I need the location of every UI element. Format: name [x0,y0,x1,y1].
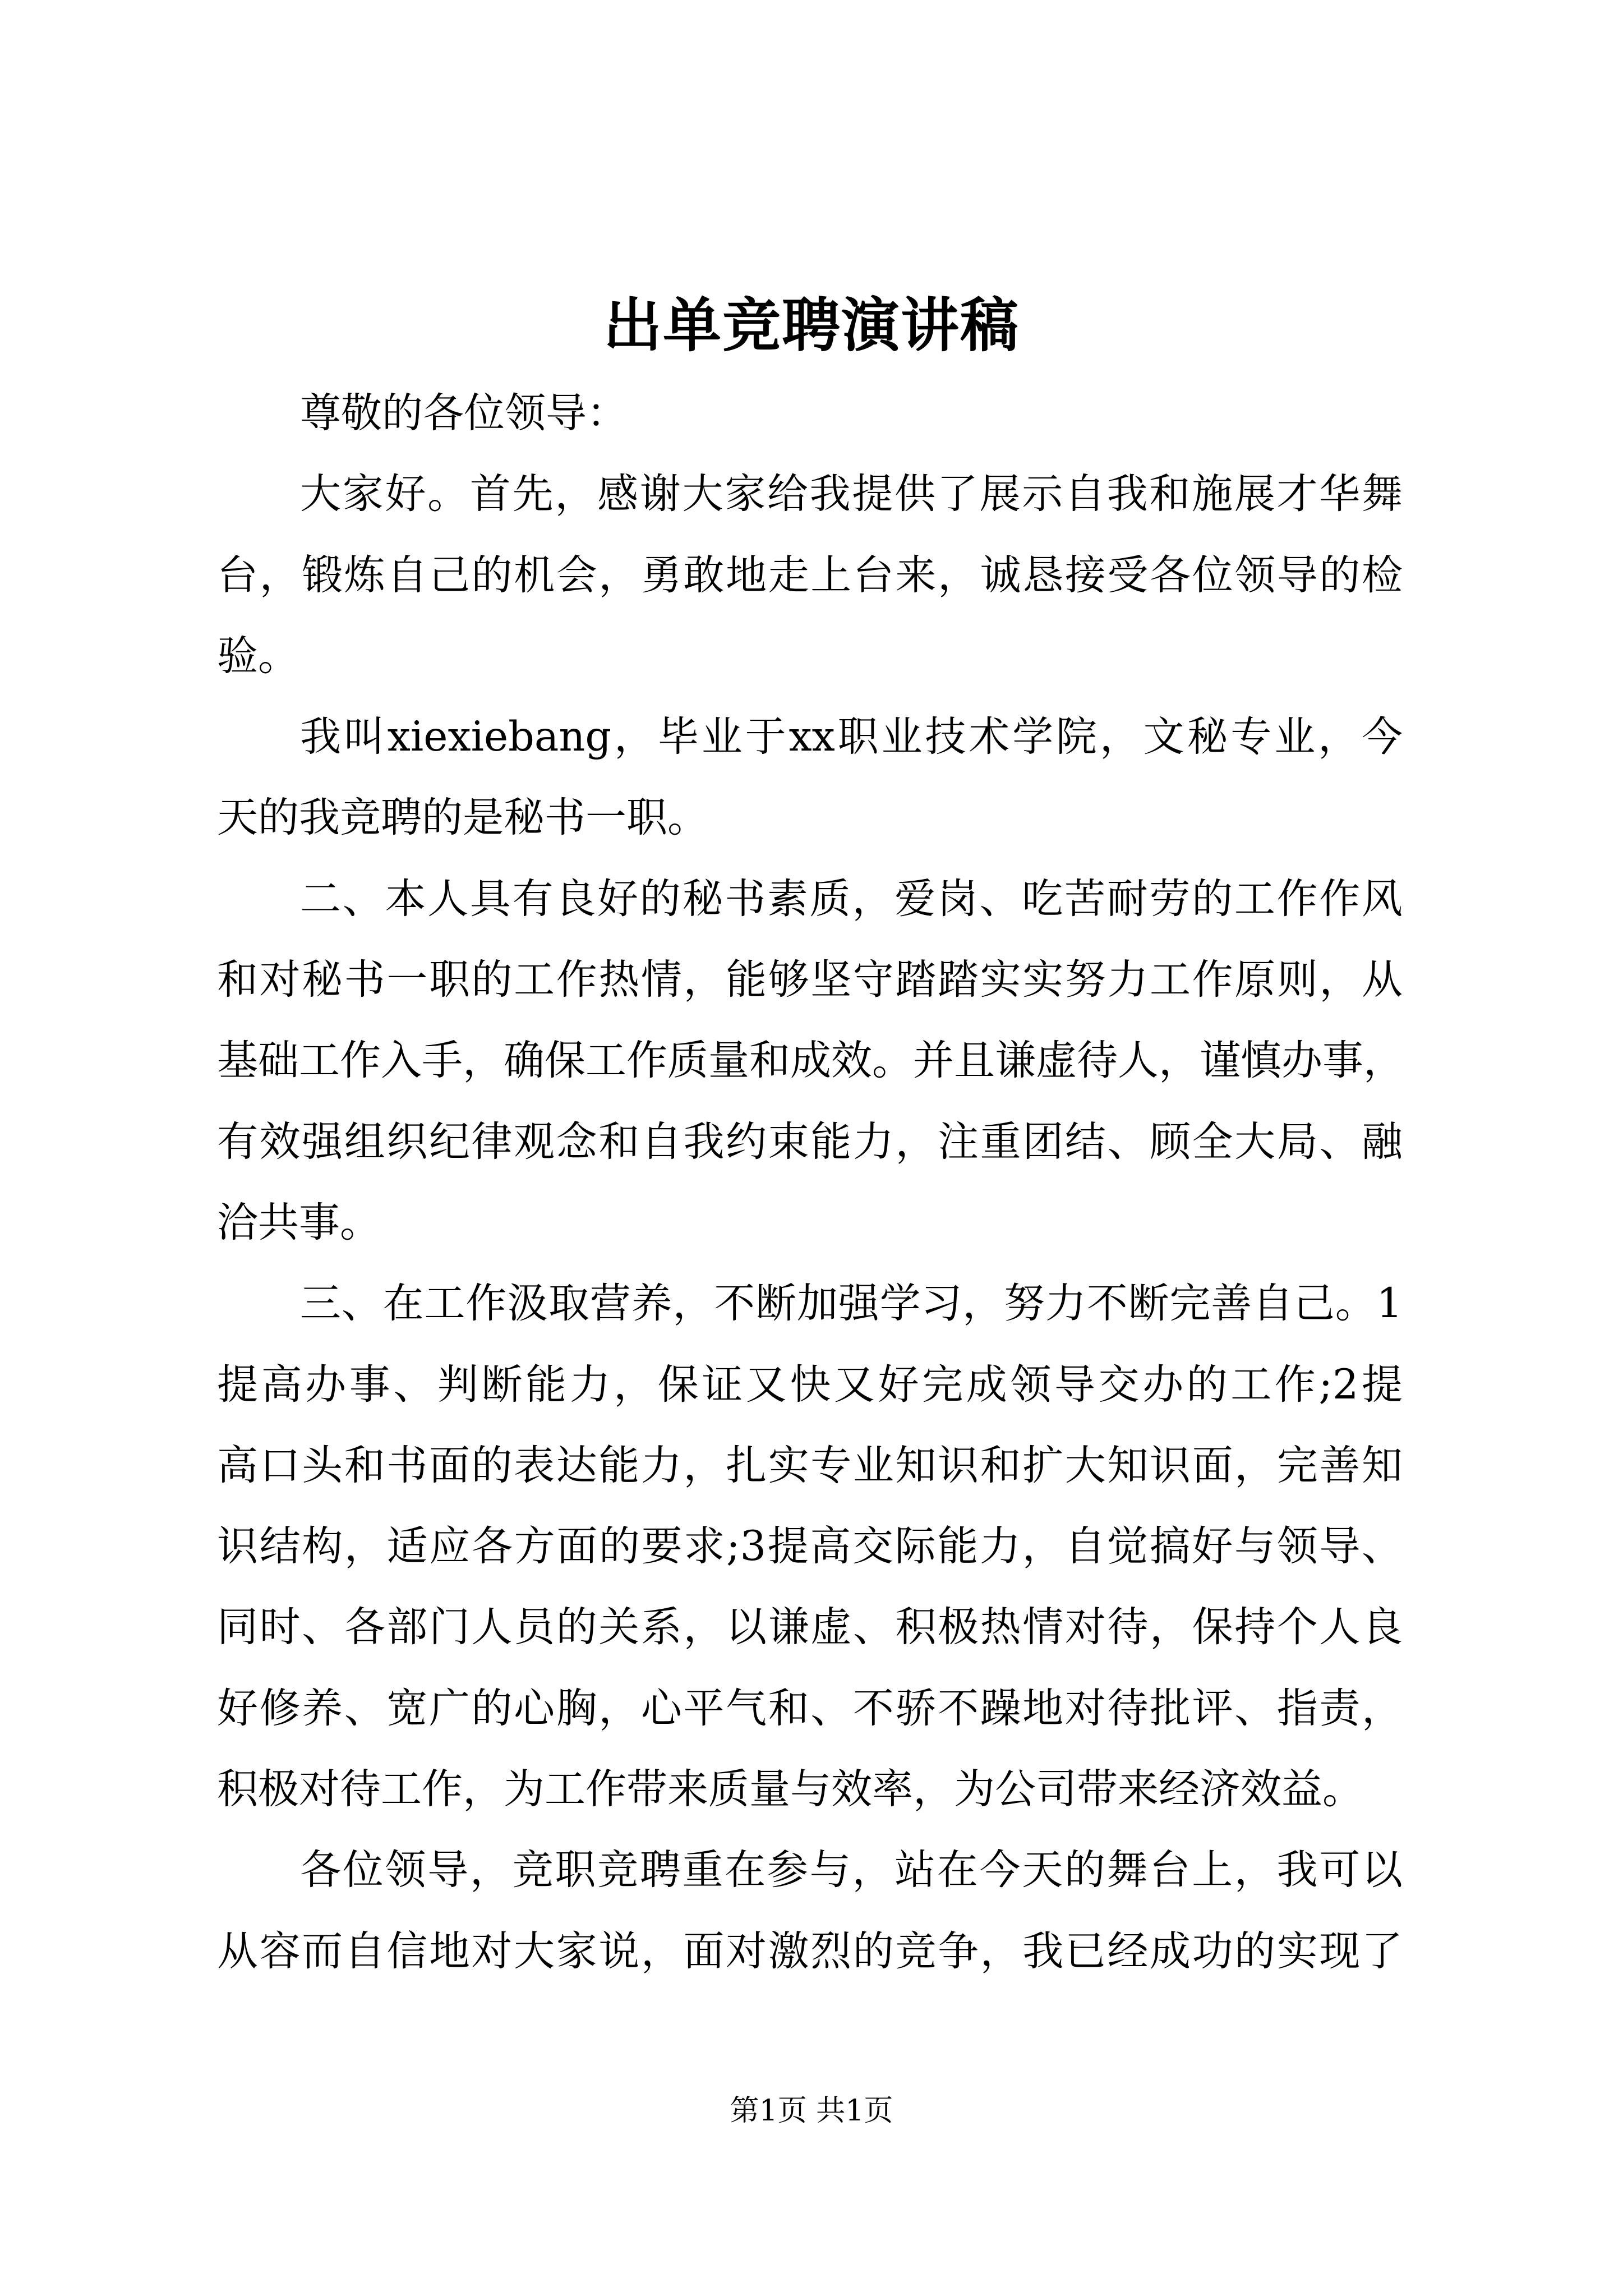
document-body [217,373,1403,1992]
text-line: 各位领导，竞职竞聘重在参与，站在今天的舞台上，我可以 [300,1846,1403,1894]
text-line: 有效强组织纪律观念和自我约束能力，注重团结、顾全大局、融 [217,1117,1403,1166]
text-line: 积极对待工作，为工作带来质量与效率，为公司带来经济效益。 [217,1765,1363,1814]
text-line: 三、在工作汲取营养，不断加强学习，努力不断完善自己。1 [300,1280,1403,1328]
page-footer: 第1页 共1页 [730,2094,893,2128]
text-line: 和对秘书一职的工作热情，能够坚守踏踏实实努力工作原则，从 [217,956,1403,1004]
text-line: 我叫xiexiebang，毕业于xx职业技术学院，文秘专业，今 [300,713,1403,761]
paragraph-closing [217,1830,1403,1992]
text-line: 洽共事。 [217,1198,381,1246]
text-line: 天的我竞聘的是秘书一职。 [217,794,708,842]
text-line: 台，锻炼自己的机会，勇敢地走上台来，诚恳接受各位领导的检 [217,551,1403,599]
paragraph-introduction [217,697,1403,859]
paragraph-greeting [217,454,1403,697]
text-line: 大家好。首先，感谢大家给我提供了展示自我和施展才华舞 [300,470,1403,518]
text-line: 同时、各部门人员的关系，以谦虚、积极热情对待，保持个人良 [217,1603,1403,1651]
text-line: 从容而自信地对大家说，面对激烈的竞争，我已经成功的实现了 [217,1927,1403,1975]
text-line: 二、本人具有良好的秘书素质，爱岗、吃苦耐劳的工作作风 [300,875,1403,923]
text-line: 基础工作入手，确保工作质量和成效。并且谦虚待人，谨慎办事， [217,1037,1404,1085]
text-line: 提高办事、判断能力，保证又快又好完成领导交办的工作;2提 [217,1360,1403,1409]
text-line: 好修养、宽广的心胸，心平气和、不骄不躁地对待批评、指责， [217,1684,1403,1732]
paragraph-point-three [217,1263,1403,1830]
paragraph-point-two [217,859,1403,1263]
text-line: 验。 [217,632,299,680]
text-line: 尊敬的各位领导： [300,389,628,437]
text-line: 识结构，适应各方面的要求;3提高交际能力，自觉搞好与领导、 [217,1522,1403,1571]
text-line: 高口头和书面的表达能力，扎实专业知识和扩大知识面，完善知 [217,1441,1403,1489]
document-title: 出单竞聘演讲稿 [603,291,1020,360]
paragraph-salutation [217,373,1403,454]
